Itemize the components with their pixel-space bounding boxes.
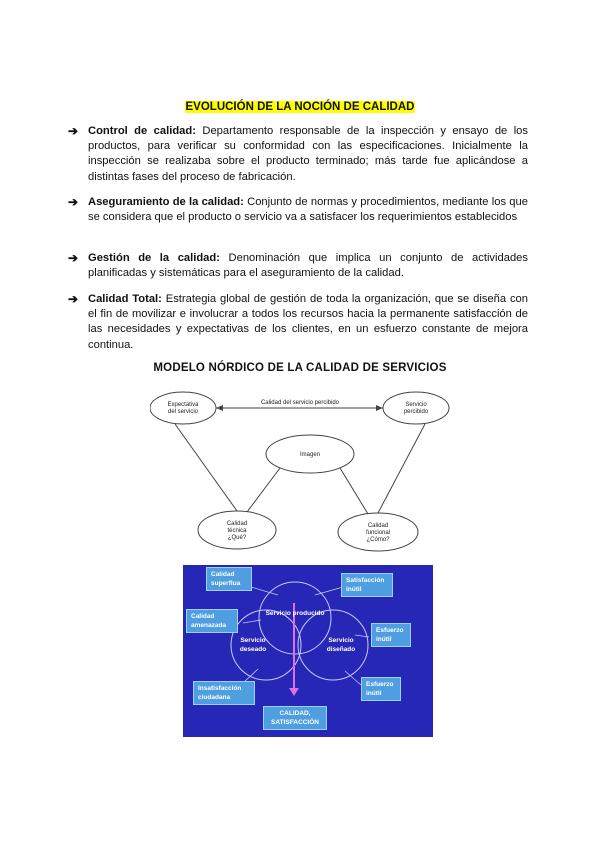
functional-label-3: ¿Cómo? bbox=[366, 537, 390, 543]
list-item-gestion bbox=[68, 251, 528, 281]
connector-line bbox=[340, 468, 368, 514]
technical-label-3: ¿Qué? bbox=[227, 535, 247, 541]
perceived-label-1: Servicio bbox=[405, 402, 427, 408]
list-item-calidad-total bbox=[68, 292, 528, 353]
calidad-superflua-box: Calidad superflua bbox=[206, 567, 252, 591]
functional-label-1: Calidad bbox=[367, 523, 389, 529]
arrow-icon: ➔ bbox=[68, 124, 79, 138]
produced-service-label: Servicio producido bbox=[265, 610, 325, 617]
image-label: Imagen bbox=[299, 452, 321, 458]
esfuerzo-inutil-box-2: Esfuerzo inútil bbox=[361, 677, 401, 701]
expected-label-2: del servicio bbox=[167, 409, 199, 415]
arrow-icon: ➔ bbox=[68, 251, 79, 265]
item-text: Departamento responsable de la inspección y ensayo de los productos, para verificar su conformidad con las especificaciones. Inicialmente la inspección se realizaba sobre el producto terminado; más tarde fue aplicándose a distintas fases del proceso de fabricación. bbox=[88, 125, 529, 183]
list-item-control bbox=[68, 124, 529, 185]
item-text: Conjunto de normas y procedimientos, mediante los que se considera que el producto o servicio va a satisfacer los requerimientos establecidos bbox=[88, 196, 528, 224]
item-term: Control de calidad: bbox=[88, 125, 196, 137]
nordic-model-title: MODELO NÓRDICO DE LA CALIDAD DE SERVICIOS bbox=[153, 362, 447, 374]
item-text: Estrategia global de gestión de toda la organización, que se diseña con el fin de movilizar e involucrar a todos los recursos hacia la permanente satisfacción de las necesidades y expectativas de los clientes, en un esfuerzo constante de mejora continua. bbox=[88, 293, 528, 351]
technical-label-1: Calidad bbox=[226, 521, 248, 527]
item-term: Aseguramiento de la calidad: bbox=[88, 196, 244, 208]
perceived-quality-label: Calidad del servicio percibido bbox=[260, 400, 340, 406]
item-term: Calidad Total: bbox=[88, 293, 162, 305]
arrow-head-icon bbox=[289, 688, 299, 696]
functional-label-2: funcional bbox=[365, 530, 391, 536]
desired-service-label-2: deseado bbox=[239, 646, 267, 653]
desired-service-label-1: Servicio bbox=[240, 637, 266, 644]
arrow-icon: ➔ bbox=[68, 292, 79, 306]
nordic-model-diagram bbox=[150, 380, 450, 555]
designed-service-label-2: diseñado bbox=[326, 646, 356, 653]
perceived-service-ellipse bbox=[383, 392, 449, 424]
arrow-icon: ➔ bbox=[68, 195, 79, 209]
connector-line bbox=[175, 424, 237, 511]
arrow-head-icon bbox=[216, 405, 223, 411]
connector-line bbox=[345, 671, 361, 685]
arrow-head-icon bbox=[376, 405, 383, 411]
resultado-box: CALIDAD, SATISFACCIÓN bbox=[263, 706, 327, 730]
quality-venn-diagram bbox=[183, 565, 433, 737]
technical-label-2: técnica bbox=[227, 528, 247, 534]
connector-line bbox=[247, 468, 280, 512]
item-term: Gestión de la calidad: bbox=[88, 252, 220, 264]
calidad-amenazada-box: Calidad amenazada bbox=[186, 609, 238, 633]
item-text: Denominación que implica un conjunto de actividades planificadas y sistemáticas para el aseguramiento de la calidad. bbox=[88, 252, 528, 280]
page-title bbox=[0, 97, 600, 115]
satisfaccion-inutil-box: Satisfacción inútil bbox=[341, 573, 393, 597]
designed-service-label-1: Servicio bbox=[328, 637, 354, 644]
connector-line bbox=[243, 620, 261, 623]
connector-line bbox=[378, 424, 425, 513]
expected-service-ellipse bbox=[150, 392, 216, 424]
expected-label-1: Expectativa bbox=[167, 402, 199, 408]
desired-service-circle bbox=[231, 610, 301, 680]
title-text: EVOLUCIÓN DE LA NOCIÓN DE CALIDAD bbox=[185, 101, 415, 113]
esfuerzo-inutil-box-1: Esfuerzo inútil bbox=[371, 623, 411, 647]
perceived-label-2: percibido bbox=[403, 409, 429, 415]
insatisfaccion-box: Insatisfacción ciudadana bbox=[193, 681, 255, 705]
designed-service-circle bbox=[298, 610, 368, 680]
list-item-aseguramiento bbox=[68, 195, 528, 225]
